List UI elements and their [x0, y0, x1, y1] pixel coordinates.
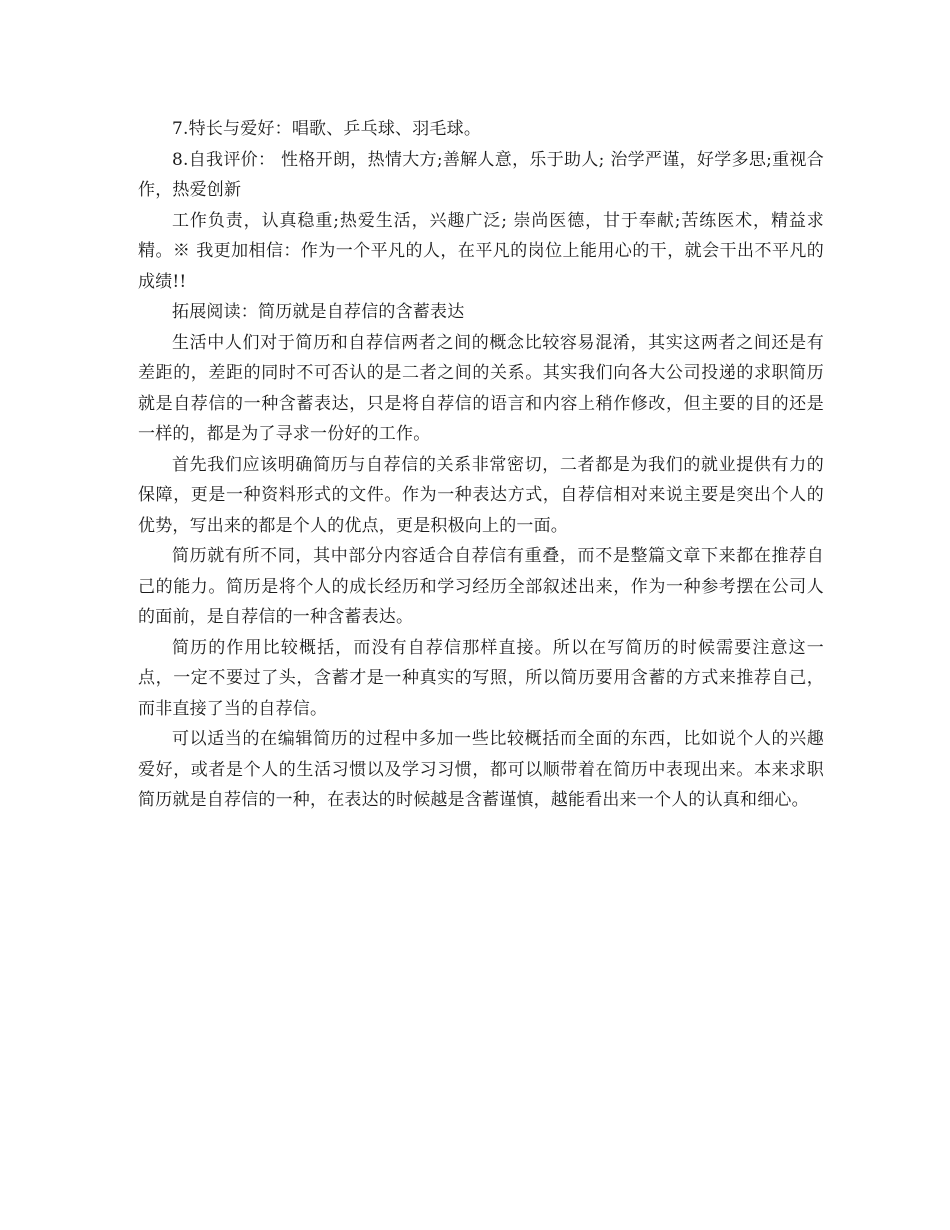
- paragraph-body-1: 生活中人们对于简历和自荐信两者之间的概念比较容易混淆，其实这两者之间还是有差距的，差距的同时不可否认的是二者之间的关系。其实我们向各大公司投递的求职简历就是自荐信的一种含蓄表达，只是将自荐信的语言和内容上稍作修改，但主要的目的还是一样的，都是为了寻求一份好的工作。: [138, 332, 824, 444]
- paragraph-body-5: 可以适当的在编辑简历的过程中多加一些比较概括而全面的东西，比如说个人的兴趣爱好，或者是个人的生活习惯以及学习习惯，都可以顺带着在简历中表现出来。本来求职简历就是自荐信的一种，在表达的时候越是含蓄谨慎，越能看出来一个人的认真和细心。: [138, 729, 824, 810]
- paragraph-extended-reading-title: 拓展阅读：简历就是自荐信的含蓄表达: [172, 302, 465, 322]
- paragraph-body-4: 简历的作用比较概括，而没有自荐信那样直接。所以在写简历的时候需要注意这一点，一定不要过了头，含蓄才是一种真实的写照，所以简历要用含蓄的方式来推荐自己，而非直接了当的自荐信。: [138, 637, 824, 719]
- paragraph-work-attitude: 工作负责，认真稳重;热爱生活，兴趣广泛; 崇尚医德，甘于奉献;苦练医术，精益求精。※ 我更加相信：作为一个平凡的人，在平凡的岗位上能用心的干，就会干出不平凡的成绩!!: [138, 210, 824, 292]
- paragraph-body-2: 首先我们应该明确简历与自荐信的关系非常密切，二者都是为我们的就业提供有力的保障，更是一种资料形式的文件。作为一种表达方式，自荐信相对来说主要是突出个人的优势，写出来的都是个人的优点，更是积极向上的一面。: [138, 454, 824, 536]
- paragraph-self-evaluation: 8.自我评价： 性格开朗，热情大方;善解人意，乐于助人; 治学严谨，好学多思;重视合作，热爱创新: [138, 149, 824, 200]
- document-body: [138, 114, 824, 816]
- paragraph-body-3: 简历就有所不同，其中部分内容适合自荐信有重叠，而不是整篇文章下来都在推荐自己的能力。简历是将个人的成长经历和学习经历全部叙述出来，作为一种参考摆在公司人的面前，是自荐信的一种含蓄表达。: [138, 546, 824, 627]
- paragraph-hobbies: 7.特长与爱好：唱歌、乒乓球、羽毛球。: [172, 119, 482, 139]
